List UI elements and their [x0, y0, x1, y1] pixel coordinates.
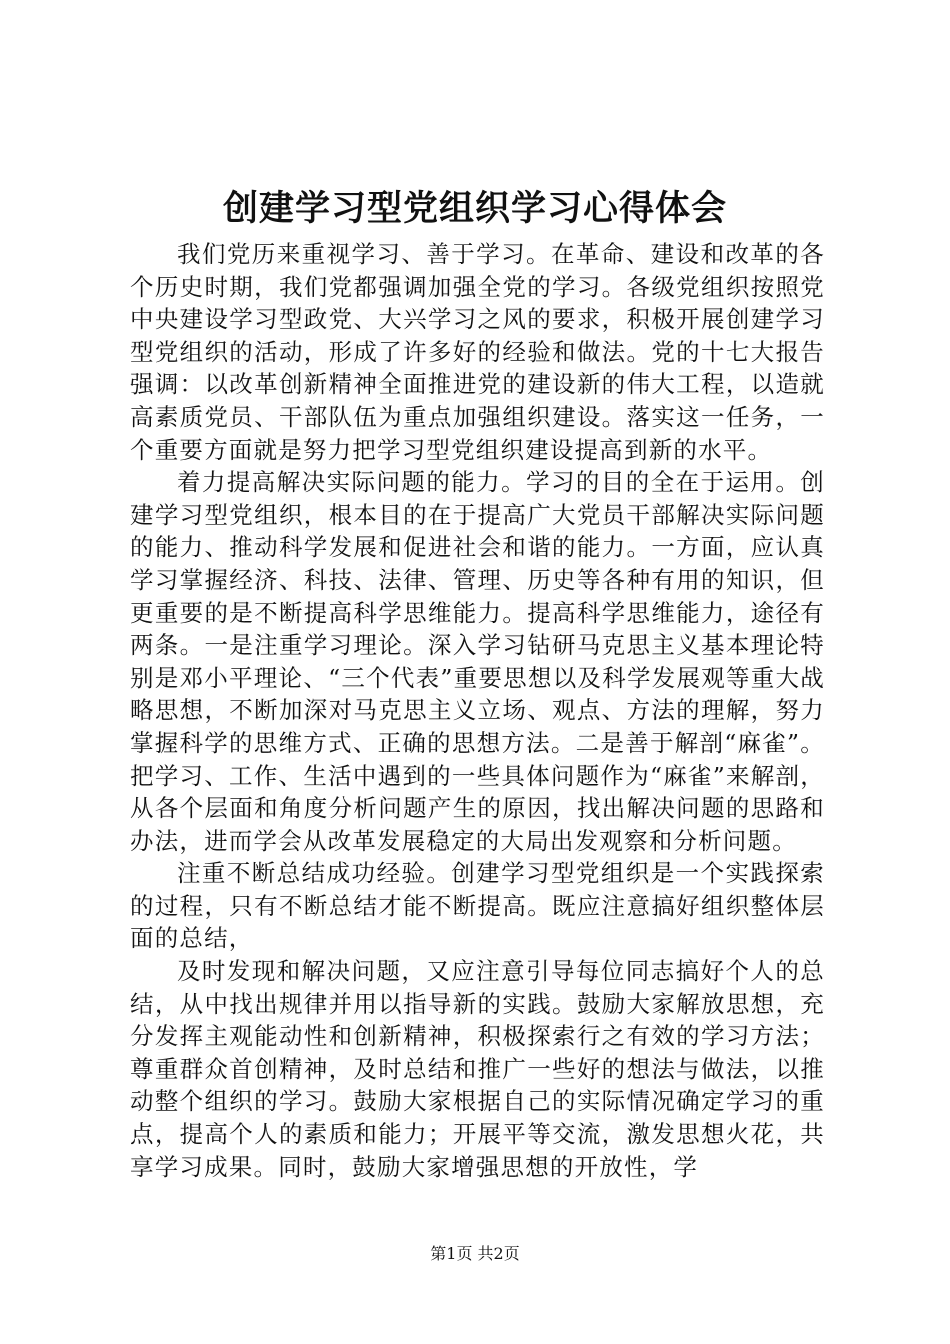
document-title: 创建学习型党组织学习心得体会	[222, 188, 727, 229]
page-footer: 第1页 共2页	[430, 1244, 520, 1263]
document-body	[130, 238, 825, 1183]
paragraph-problem-solving: 着力提高解决实际问题的能力。学习的目的全在于运用。创建学习型党组织，根本目的在于提高广大党员干部解决实际问题的能力、推动科学发展和促进社会和谐的能力。一方面，应认真学习掌握经济、科技、法律、管理、历史等各种有用的知识，但更重要的是不断提高科学思维能力。提高科学思维能力，途径有两条。一是注重学习理论。深入学习钻研马克思主义基本理论特别是邓小平理论、“三个代表”重要思想以及科学发展观等重大战略思想，不断加深对马克思主义立场、观点、方法的理解，努力掌握科学的思维方式、正确的思想方法。二是善于解剖“麻雀”。把学习、工作、生活中遇到的一些具体问题作为“麻雀”来解剖，从各个层面和角度分析问题产生的原因，找出解决问题的思路和办法，进而学会从改革发展稳定的大局出发观察和分析问题。	[130, 468, 825, 855]
paragraph-summarize-experience: 注重不断总结成功经验。创建学习型党组织是一个实践探索的过程，只有不断总结才能不断提高。既应注意搞好组织整体层面的总结，	[130, 859, 825, 953]
paragraph-intro: 我们党历来重视学习、善于学习。在革命、建设和改革的各个历史时期，我们党都强调加强全党的学习。各级党组织按照党中央建设学习型政党、大兴学习之风的要求，积极开展创建学习型党组织的活动，形成了许多好的经验和做法。党的十七大报告强调：以改革创新精神全面推进党的建设新的伟大工程，以造就高素质党员、干部队伍为重点加强组织建设。落实这一任务，一个重要方面就是努力把学习型党组织建设提高到新的水平。	[130, 240, 825, 464]
paragraph-continuation: 及时发现和解决问题，又应注意引导每位同志搞好个人的总结，从中找出规律并用以指导新的实践。鼓励大家解放思想，充分发挥主观能动性和创新精神，积极探索行之有效的学习方法；尊重群众首创精神，及时总结和推广一些好的想法与做法，以推动整个组织的学习。鼓励大家根据自己的实际情况确定学习的重点，提高个人的素质和能力；开展平等交流，激发思想火花，共享学习成果。同时，鼓励大家增强思想的开放性，学	[130, 957, 825, 1181]
